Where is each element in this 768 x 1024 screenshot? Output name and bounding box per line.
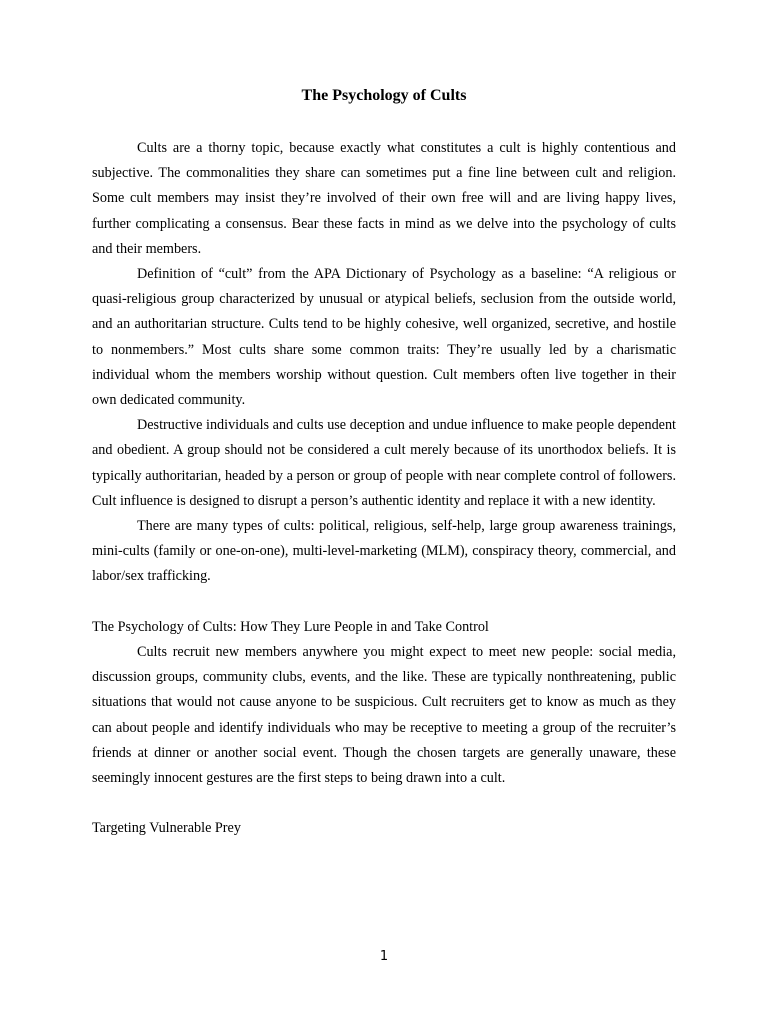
document-body (92, 84, 676, 842)
title-spacing (92, 108, 676, 136)
paragraph-intro: Cults are a thorny topic, because exactly what constitutes a cult is highly contentious and subjective. The commonalities they share can sometimes put a fine line between cult and religion. Some cult members may insist they’re involved of their own free will and are living happy lives, further complicating a consensus. Bear these facts in mind as we delve into the psychology of cults and their members. (92, 140, 676, 257)
paragraph-definition: Definition of “cult” from the APA Dictionary of Psychology as a baseline: “A religious or quasi-religious group characterized by unusual or atypical beliefs, seclusion from the outside world, and an authoritarian structure. Cults tend to be highly cohesive, well organized, secretive, and hostile to nonmembers.” Most cults share some common traits: They’re usually led by a charismatic individual whom the members worship without question. Cult members often live together in their own dedicated community. (92, 266, 676, 409)
blank-line (92, 590, 676, 615)
document-title: The Psychology of Cults (301, 87, 467, 104)
paragraph-destructive: Destructive individuals and cults use deception and undue influence to make people dependent and obedient. A group should not be considered a cult merely because of its unorthodox beliefs. It is typically authoritarian, headed by a person or group of people with near complete control of followers. Cult influence is designed to disrupt a person’s authentic identity and replace it with a new identity. (92, 417, 676, 509)
page-number: 1 (379, 949, 389, 964)
subsection-heading: Targeting Vulnerable Prey (92, 820, 241, 837)
paragraph-types: There are many types of cults: political, religious, self-help, large group awareness trainings, mini-cults (family or one-on-one), multi-level-marketing (MLM), conspiracy theory, commercial, and labor/sex trafficking. (92, 518, 676, 585)
blank-line (92, 791, 676, 816)
section-heading: The Psychology of Cults: How They Lure People in and Take Control (92, 618, 489, 635)
paragraph-recruitment: Cults recruit new members anywhere you might expect to meet new people: social media, discussion groups, community clubs, events, and the like. These are typically nonthreatening, public situations that would not cause anyone to be suspicious. Cult recruiters get to know as much as they can about people and identify individuals who may be receptive to meeting a group of the recruiter’s friends at dinner or another social event. Though the chosen targets are generally unaware, these seemingly innocent gestures are the first steps to being drawn into a cult. (92, 644, 676, 787)
